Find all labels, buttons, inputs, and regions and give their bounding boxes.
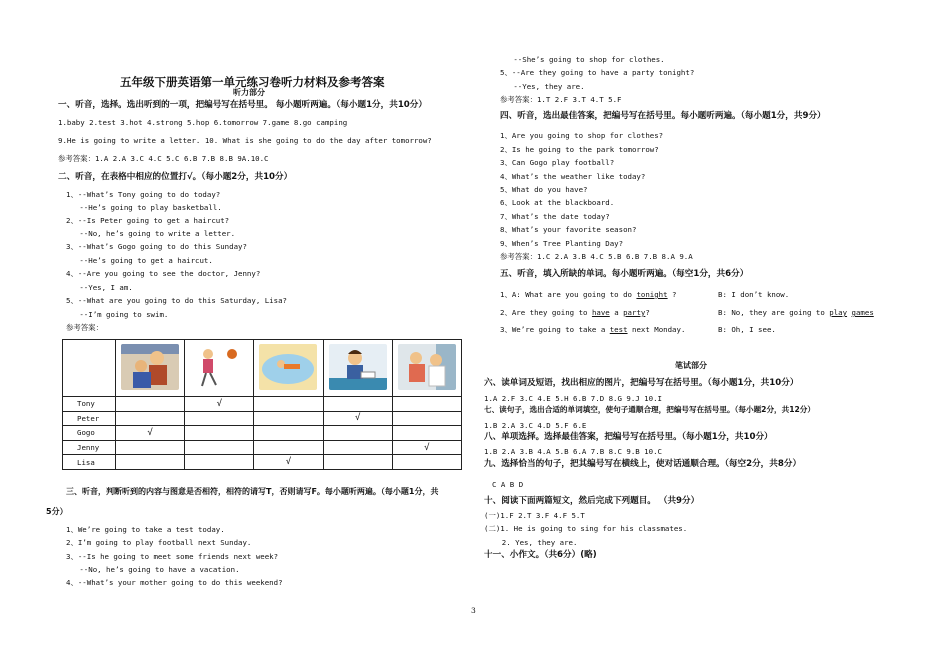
dialogue-line: 5、--Are they going to have a party tonight?	[500, 68, 695, 77]
table-name-cell: Lisa	[63, 455, 116, 470]
table-cell	[323, 440, 392, 455]
filled-word: play	[829, 308, 848, 317]
section3-line: 4、--What’s your mother going to do this weekend?	[66, 578, 283, 587]
table-name-cell: Peter	[63, 411, 116, 426]
table-row	[63, 411, 462, 426]
section9-answer: C A B D	[492, 480, 524, 489]
section6-answer: 1.A 2.F 3.C 4.E 5.H 6.B 7.D 8.G 9.J 10.I	[484, 394, 662, 403]
section10-heading: 十、阅读下面两篇短文，然后完成下列题目。 （共9分）	[484, 496, 700, 506]
table-cell	[323, 455, 392, 470]
section7-answer: 1.B 2.A 3.C 4.D 5.F 6.E	[484, 421, 587, 430]
dialogue-line: --He’s going to get a haircut.	[66, 256, 213, 265]
section2-heading: 二、听音，在表格中相应的位置打√。（每小题2分，共10分）	[58, 172, 293, 182]
table-row	[63, 426, 462, 441]
table-cell	[392, 426, 461, 441]
fill-blank-question: 3、We’re going to take a test next Monday.	[500, 325, 686, 334]
section11-heading: 十一、小作文。（共6分）(略)	[484, 550, 597, 560]
table-cell	[254, 426, 323, 441]
section4-heading: 四、听音，选出最佳答案，把编号写在括号里。每小题听两遍。（每小题1分，共9分）	[500, 111, 826, 121]
doctor-picture	[398, 344, 456, 390]
table-cell	[323, 426, 392, 441]
section4-line: 2、Is he going to the park tomorrow?	[500, 145, 659, 154]
writing-picture	[329, 344, 387, 390]
section10-line: (二)1. He is going to sing for his classmates.	[484, 524, 688, 533]
section5-heading: 五、听音，填入所缺的单词。每小题听两遍。（每空1分，共6分）	[500, 269, 749, 279]
dialogue-line: --No, he’s going to write a letter.	[66, 229, 236, 238]
table-cell	[116, 440, 185, 455]
dialogue-line: --She’s going to shop for clothes.	[500, 55, 665, 64]
table-cell	[185, 455, 254, 470]
fill-blank-question: 2、Are they going to have a party?	[500, 308, 650, 317]
swimming-picture	[259, 344, 317, 390]
table-row	[63, 397, 462, 412]
section8-answer: 1.B 2.A 3.B 4.A 5.B 6.A 7.B 8.C 9.B 10.C	[484, 447, 662, 456]
section4-line: 4、What’s the weather like today?	[500, 172, 646, 181]
section4-line: 3、Can Gogo play football?	[500, 158, 615, 167]
filled-word: party	[623, 308, 646, 317]
table-picture-row	[63, 340, 462, 397]
dialogue-line: 5、--What are you going to do this Saturday, Lisa?	[66, 296, 287, 305]
section4-line: 8、What’s your favorite season?	[500, 225, 637, 234]
table-name-cell: Gogo	[63, 426, 116, 441]
answer-table	[62, 339, 462, 470]
dialogue-line: --Yes, I am.	[66, 283, 133, 292]
section8-heading: 八、单项选择。选择最佳答案，把编号写在括号里。（每小题1分，共10分）	[484, 432, 773, 442]
table-cell	[116, 411, 185, 426]
written-heading: 笔试部分	[675, 361, 707, 370]
section3-line: 1、We’re going to take a test today.	[66, 525, 225, 534]
section3-line: 2、I’m going to play football next Sunday.	[66, 538, 252, 547]
table-cell	[185, 440, 254, 455]
section4-line: 9、When’s Tree Planting Day?	[500, 239, 624, 248]
section1-answer: 参考答案：1.A 2.A 3.C 4.C 5.C 6.B 7.B 8.B 9A.10.C	[58, 154, 269, 163]
section3-heading: 三、听音，判断听到的内容与图意是否相符，相符的请写T，否则请写F。每小题听两遍。（每小题1分，共	[66, 487, 439, 496]
table-cell	[185, 426, 254, 441]
page-number: 3	[471, 606, 476, 615]
filled-word: have	[591, 308, 610, 317]
section4-line: 6、Look at the blackboard.	[500, 198, 615, 207]
section4-line: 1、Are you going to shop for clothes?	[500, 131, 664, 140]
listening-heading: 听力部分	[233, 88, 265, 97]
dialogue-line: 1、--What’s Tony going to do today?	[66, 190, 221, 199]
section1-heading: 一、听音，选择。选出听到的一项，把编号写在括号里。 每小题听两遍。（每小题1分，共10分）	[58, 100, 427, 110]
section1-line: 1.baby 2.test 3.hot 4.strong 5.hop 6.tomorrow 7.game 8.go camping	[58, 118, 348, 127]
table-row	[63, 455, 462, 470]
table-cell	[323, 397, 392, 412]
table-name-cell: Tony	[63, 397, 116, 412]
fill-blank-response: B: Oh, I see.	[718, 325, 776, 334]
table-check-cell: √	[254, 455, 323, 470]
fill-blank-question: 1、A: What are you going to do tonight ?	[500, 290, 677, 299]
section2-answer-label: 参考答案：	[66, 323, 103, 332]
section10-line: (一)1.F 2.T 3.F 4.F 5.T	[484, 511, 585, 520]
table-cell	[392, 411, 461, 426]
picture-cell	[185, 340, 254, 397]
table-check-cell: √	[392, 440, 461, 455]
picture-cell	[323, 340, 392, 397]
fill-blank-response: B: I don’t know.	[718, 290, 790, 299]
dialogue-line: 2、--Is Peter going to get a haircut?	[66, 216, 230, 225]
table-check-cell: √	[116, 426, 185, 441]
table-check-cell: √	[323, 411, 392, 426]
filled-word: tonight	[636, 290, 668, 299]
filled-word: test	[609, 325, 628, 334]
table-cell	[185, 411, 254, 426]
section6-heading: 六、读单词及短语，找出相应的图片，把编号写在括号里。（每小题1分，共10分）	[484, 378, 799, 388]
filled-word: games	[851, 308, 874, 317]
table-cell	[116, 397, 185, 412]
table-cell	[116, 455, 185, 470]
table-name-cell: Jenny	[63, 440, 116, 455]
document-title: 五年级下册英语第一单元练习卷听力材料及参考答案	[120, 75, 385, 89]
table-cell	[254, 397, 323, 412]
table-corner-cell	[63, 340, 116, 397]
section3-line: 3、--Is he going to meet some friends next week?	[66, 552, 279, 561]
dialogue-line: --I’m going to swim.	[66, 310, 169, 319]
section4-line: 5、What do you have?	[500, 185, 588, 194]
section7-heading: 七、读句子，选出合适的单词填空，使句子通顺合理，把编号写在括号里。（每小题2分，共12分）	[484, 405, 815, 414]
section10-line: 2. Yes, they are.	[484, 538, 578, 547]
dialogue-line: 4、--Are you going to see the doctor, Jenny?	[66, 269, 261, 278]
table-check-cell: √	[185, 397, 254, 412]
table-cell	[392, 397, 461, 412]
table-cell	[392, 455, 461, 470]
section3-heading-cont: 5分）	[46, 507, 68, 516]
fill-blank-response: B: No, they are going to play games	[718, 308, 874, 317]
table-cell	[254, 440, 323, 455]
section3-answer: 参考答案：1.T 2.F 3.T 4.T 5.F	[500, 95, 622, 104]
dialogue-line: --He’s going to play basketball.	[66, 203, 222, 212]
section4-answer: 参考答案：1.C 2.A 3.B 4.C 5.B 6.B 7.B 8.A 9.A	[500, 252, 693, 261]
haircut-picture	[121, 344, 179, 390]
section1-line: 9.He is going to write a letter. 10. What is she going to do the day after tomorrow?	[58, 136, 432, 145]
section9-heading: 九、选择恰当的句子，把其编号写在横线上，使对话通顺合理。（每空2分，共8分）	[484, 459, 802, 469]
picture-cell	[254, 340, 323, 397]
picture-cell	[392, 340, 461, 397]
table-row	[63, 440, 462, 455]
basketball-picture	[190, 344, 248, 390]
dialogue-line: 3、--What’s Gogo going to do this Sunday?	[66, 242, 247, 251]
table-cell	[254, 411, 323, 426]
section4-line: 7、What’s the date today?	[500, 212, 610, 221]
section3-line: --No, he’s going to have a vacation.	[66, 565, 240, 574]
dialogue-line: --Yes, they are.	[500, 82, 585, 91]
picture-cell	[116, 340, 185, 397]
